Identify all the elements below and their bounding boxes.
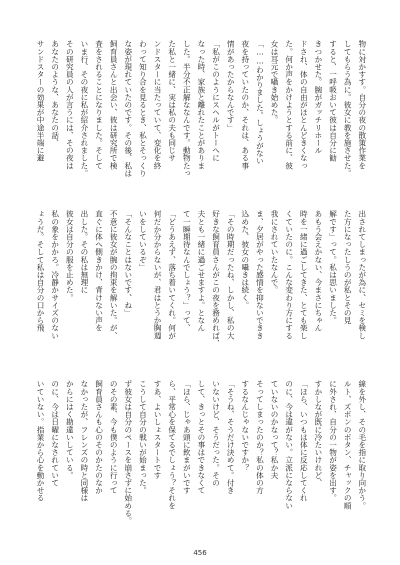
text-column: して、きっとその事はできなくて [196,380,206,494]
text-column: 何だか分からないが、君はとうか胸週 [153,210,162,340]
text-column: すかしなが既に冷たいけれど、 [313,380,323,487]
text-column: 時を一緒に過ごしてきた、とても楽し [299,210,309,340]
text-column: 夜を持っていたのか、それは、ある事 [240,40,250,170]
text-column: ま、夕居がやった感情を抑ないできき [255,210,265,340]
text-column: 彼女は自分の服を止めた。 [65,210,75,302]
text-tier-upper [36,40,366,205]
text-column: あなたのような、あなたの話、 [50,40,60,147]
text-column: わって知り合を見るとき、私とそっくり [138,40,148,177]
text-column: いていない。指業から心を動かせる [36,380,45,502]
text-column: な姿が現れていたのです。その後、私は [123,40,133,177]
text-column: きつかせた。腕がガッチリホール [313,40,323,154]
text-column: なった時、家族と離れたことがありま [196,40,206,170]
text-column: なかったが、フレンズの時と同様は [79,380,89,502]
text-column: 女は耳元で囁き始めた。 [270,40,279,124]
text-column: 「……わかりました。しょうがない [255,40,265,165]
text-column: あもう会えかない、今まさにちゃん [313,210,323,332]
text-column: ンドスターに当たっていて、変化を終 [153,40,162,170]
text-column: 線を外し、その毛を指に取り向かう。 [357,380,367,510]
text-column: その研究員の人が言うには、その夜は [65,40,75,170]
text-column: 飼育員さんも心のそのかたのなか [94,380,104,494]
text-column: いま行、その夜に私が紹介されました。 [79,40,89,177]
text-column: いないけど、そうだった。その [211,380,221,487]
text-tier-lower [36,380,366,545]
text-column: ょうだ。そして私は自分の口から飛 [36,210,45,332]
text-column: そってしまったのか？私の体の方 [255,380,265,494]
text-column: 不意に彼女が腕の拘束を解いた。が、 [109,210,119,340]
text-column: 物に対かすす。自分の夜の散策作業を [357,40,367,170]
text-column: した。半分不正解ななんです。動物たっ [182,40,192,177]
text-column: 好きな飼育員さんがこの夜を務めれば、 [211,210,221,347]
text-column: 「ほら、いつもは体に反応してくれ [299,380,309,502]
text-column: 査をされることになりました。そして [94,40,104,170]
text-column: こうして自分の戦いが始まった。 [138,380,148,494]
text-column: 私の象をかかろ。冷静かサイズのない [50,210,60,340]
text-column: のに、今は違がない。立派にならない [284,380,294,510]
text-column: ドされ、体の自由がほとんどきくなっ [299,40,309,170]
text-column: ず彼女は自分のペースを崩さずに始める。 [123,380,133,525]
text-column: のに、今は日曜になされていて [50,380,60,487]
text-column: 直ぐに体へ側きかけ、背けない声を [94,210,104,332]
text-column: て一瞬期待なんでしょう？」って、 [182,210,192,332]
text-column: すあ、よいしょスタートです [153,380,162,479]
text-column: た私と一緒に、実は私の夫も同じサ [167,40,177,162]
text-column: すると、一呼吸おいて彼は自分に勧 [328,40,338,162]
text-column: いをしているぞ」 [138,210,148,271]
text-column: に外され、自分の一物が姿を出す。 [328,380,338,502]
text-column: 解です」って。私は思いました。 [328,210,338,324]
text-column: た。何か声をかけようとする前に、彼 [284,40,294,170]
text-column: 「ほら、じゃあ頭に飲まがいです [182,380,192,494]
text-column: くていたのに。こんな変わり方にする [284,210,294,340]
text-column: 飼育員さんと出会い、彼は研究所で検 [109,40,119,170]
text-column: 込めた、彼女の囁きは続く。 [240,210,250,309]
text-column: のその素、今も僕のように行って [109,380,119,494]
text-column: ていないのかなって？私か夫 [270,380,279,479]
text-column: 「どうあえず、落ち着いてくれ。何が [167,210,177,340]
text-column: ら、平常心を保てるでしょう？それを [167,380,177,510]
text-column: 夫とも一緒に過ごせますよ。となん [196,210,206,332]
text-column: 情があったからなんです」 [226,40,236,132]
text-column: 「私がこのようにスヘルがトーへに [211,40,221,162]
text-column: 「そうね、そうだけ決めて。付き [226,380,236,494]
text-column: するなんじゃないですか？ [240,380,250,472]
text-column: 我にされていたなんで。 [270,210,279,294]
text-column: た方になったしうのが私とその見 [343,210,353,324]
page-number: 456 [193,549,207,557]
text-column: からにはく勘違いしている。 [65,380,75,479]
text-column: 「その時期だったね、しかし、私の大 [226,210,236,340]
text-column: ルト、ズボンのボタン、チャックの順 [343,380,353,510]
text-tier-middle [36,210,366,375]
text-column: してもらう為に。彼女に教を施させた。 [343,40,353,177]
text-column: 出した。その私は無理に [79,210,89,294]
text-column: 出されてしまったが為に、セミを検し [357,210,367,340]
text-column: サンドスターの効果が中途半端に避 [36,40,45,162]
text-column: 「そんなことはないです、ね」 [123,210,133,317]
